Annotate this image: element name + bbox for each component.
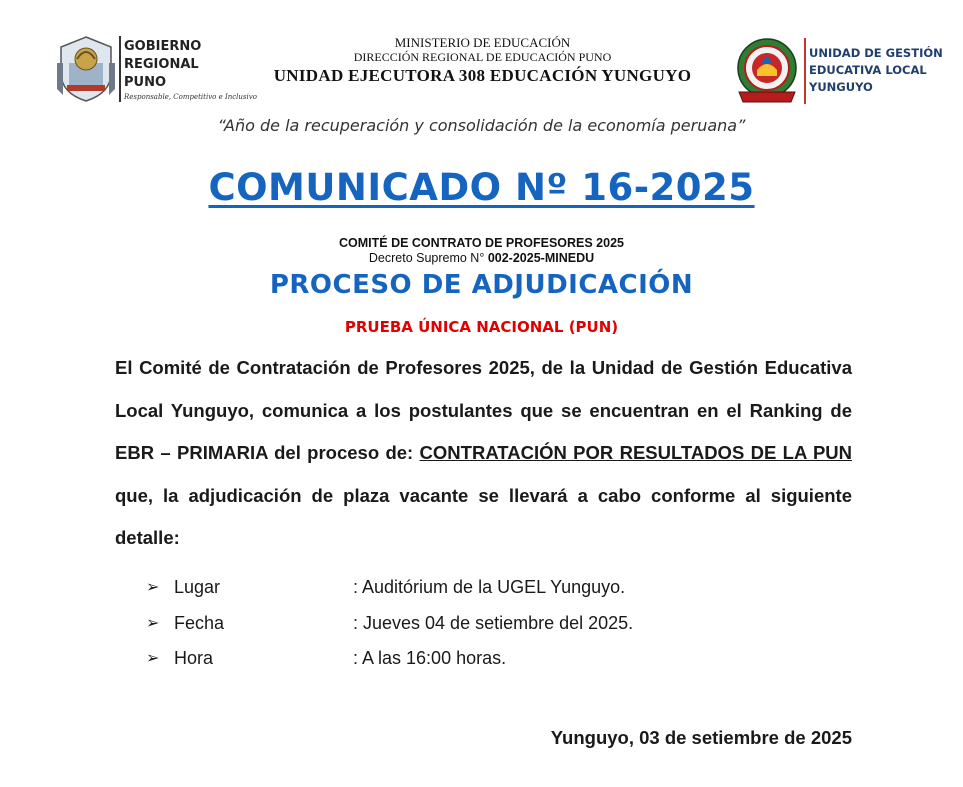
gobierno-regional-name <box>124 38 244 92</box>
arrow-bullet-icon: ➢ <box>146 615 160 632</box>
header-institution <box>255 35 710 88</box>
detail-value: : Auditórium de la UGEL Yunguyo. <box>353 577 626 597</box>
decree-reference <box>0 251 963 265</box>
ugel-line-1: UNIDAD DE GESTIÓN <box>809 46 943 60</box>
gr-motto: Responsable, Competitivo e Inclusivo <box>124 93 257 101</box>
process-title: PROCESO DE ADJUDICACIÓN <box>269 270 694 300</box>
detail-row-time <box>146 648 746 678</box>
body-part-2: que, la adjudicación de plaza vacante se llevará a cabo conforme al siguiente detalle: <box>115 484 852 548</box>
header-right-divider <box>804 38 806 104</box>
gobierno-regional-puno-logo <box>55 33 117 105</box>
ugel-line-2: EDUCATIVA LOCAL <box>809 63 927 77</box>
detail-label: Fecha <box>174 613 225 633</box>
signature-date: Yunguyo, 03 de setiembre de 2025 <box>550 727 852 748</box>
detail-label: Lugar <box>174 577 221 597</box>
title-text: COMUNICADO Nº 16-2025 <box>208 166 755 209</box>
decree-prefix: Decreto Supremo N° <box>368 251 485 265</box>
body-part-1: El Comité de Contratación de Profesores 2025, de la Unidad de Gestión Educativa Local Yunguyo, comunica a los postulantes que se encuentran en el Ranking de EBR – PRIMARIA del proceso de: <box>115 357 852 463</box>
detail-row-date <box>146 613 746 643</box>
ministry-name: MINISTERIO DE EDUCACIÓN <box>394 35 571 50</box>
gr-line-3: PUNO <box>124 75 167 90</box>
executing-unit-name: UNIDAD EJECUTORA 308 EDUCACIÓN YUNGUYO <box>273 66 692 85</box>
ugel-yunguyo-logo <box>733 36 801 106</box>
ugel-line-3: YUNGUYO <box>809 80 873 94</box>
ugel-name <box>809 45 959 96</box>
detail-value: : A las 16:00 horas. <box>353 648 507 668</box>
document-title <box>0 166 963 209</box>
arrow-bullet-icon: ➢ <box>146 650 160 667</box>
detail-value: : Jueves 04 de setiembre del 2025. <box>353 613 634 633</box>
exam-name: PRUEBA ÚNICA NACIONAL (PUN) <box>344 318 619 336</box>
header-left-divider <box>119 36 121 102</box>
body-underlined-process: CONTRATACIÓN POR RESULTADOS DE LA PUN <box>419 442 852 463</box>
arrow-bullet-icon: ➢ <box>146 579 160 596</box>
detail-label: Hora <box>174 648 214 668</box>
directorate-name: DIRECCIÓN REGIONAL DE EDUCACIÓN PUNO <box>353 50 612 64</box>
year-slogan: “Año de la recuperación y consolidación de la economía peruana” <box>217 116 746 135</box>
detail-row-place <box>146 577 746 607</box>
decree-number: 002-2025-MINEDU <box>487 251 595 265</box>
gr-line-1: GOBIERNO <box>124 39 202 54</box>
gr-line-2: REGIONAL <box>124 57 199 72</box>
announcement-body <box>115 347 852 560</box>
committee-name: COMITÉ DE CONTRATO DE PROFESORES 2025 <box>338 236 624 250</box>
